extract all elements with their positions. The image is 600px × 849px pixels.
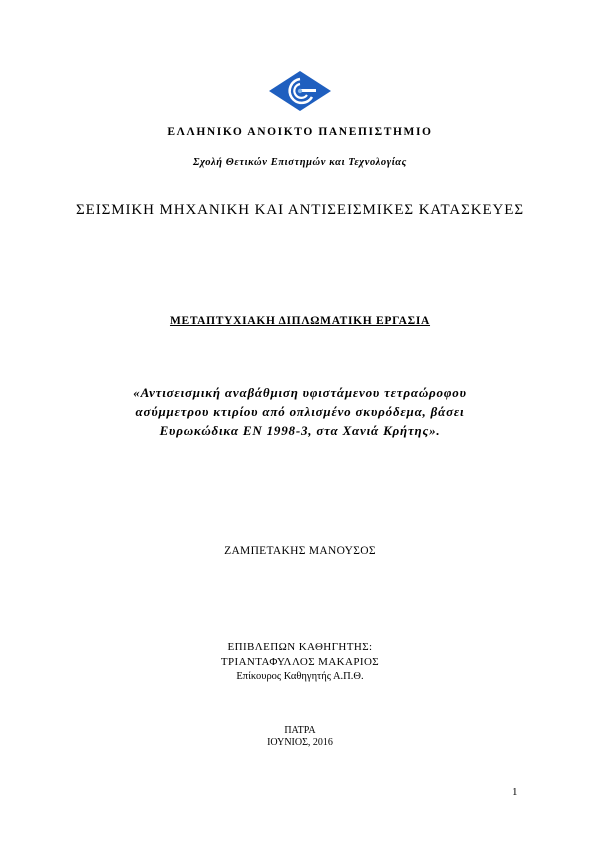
supervisor-name: ΤΡΙΑΝΤΑΦΥΛΛΟΣ ΜΑΚΑΡΙΟΣ bbox=[220, 656, 380, 668]
university-name: ΕΛΛΗΝΙΚΟ ΑΝΟΙΚΤΟ ΠΑΝΕΠΙΣΤΗΜΙΟ bbox=[167, 126, 433, 138]
supervisor-role: Επίκουρος Καθηγητής Α.Π.Θ. bbox=[236, 671, 364, 682]
thesis-title-line: ασύμμετρου κτιρίου από οπλισμένο σκυρόδεμα, βάσει bbox=[135, 404, 465, 419]
date: ΙΟΥΝΙΟΣ, 2016 bbox=[267, 737, 333, 748]
author-name: ΖΑΜΠΕΤΑΚΗΣ ΜΑΝΟΥΣΟΣ bbox=[224, 545, 376, 557]
supervisor-label: ΕΠΙΒΛΕΠΩΝ ΚΑΘΗΓΗΤΗΣ: bbox=[227, 641, 373, 653]
program-title: ΣΕΙΣΜΙΚΗ ΜΗΧΑΝΙΚΗ ΚΑΙ ΑΝΤΙΣΕΙΣΜΙΚΕΣ ΚΑΤΑΣΚΕΥΕΣ bbox=[76, 202, 524, 218]
university-logo-icon bbox=[268, 70, 332, 112]
page-number: 1 bbox=[512, 786, 518, 798]
thesis-title-line: Ευρωκώδικα ΕΝ 1998-3, στα Χανιά Κρήτης». bbox=[159, 423, 441, 438]
school-name: Σχολή Θετικών Επιστημών και Τεχνολογίας bbox=[193, 157, 407, 168]
place: ΠΑΤΡΑ bbox=[284, 725, 316, 736]
thesis-title-line: «Αντισεισμική αναβάθμιση υφιστάμενου τετραώροφου bbox=[133, 385, 467, 400]
thesis-type: ΜΕΤΑΠΤΥΧΙΑΚΗ ΔΙΠΛΩΜΑΤΙΚΗ ΕΡΓΑΣΙΑ bbox=[169, 315, 431, 327]
thesis-title bbox=[0, 383, 600, 440]
